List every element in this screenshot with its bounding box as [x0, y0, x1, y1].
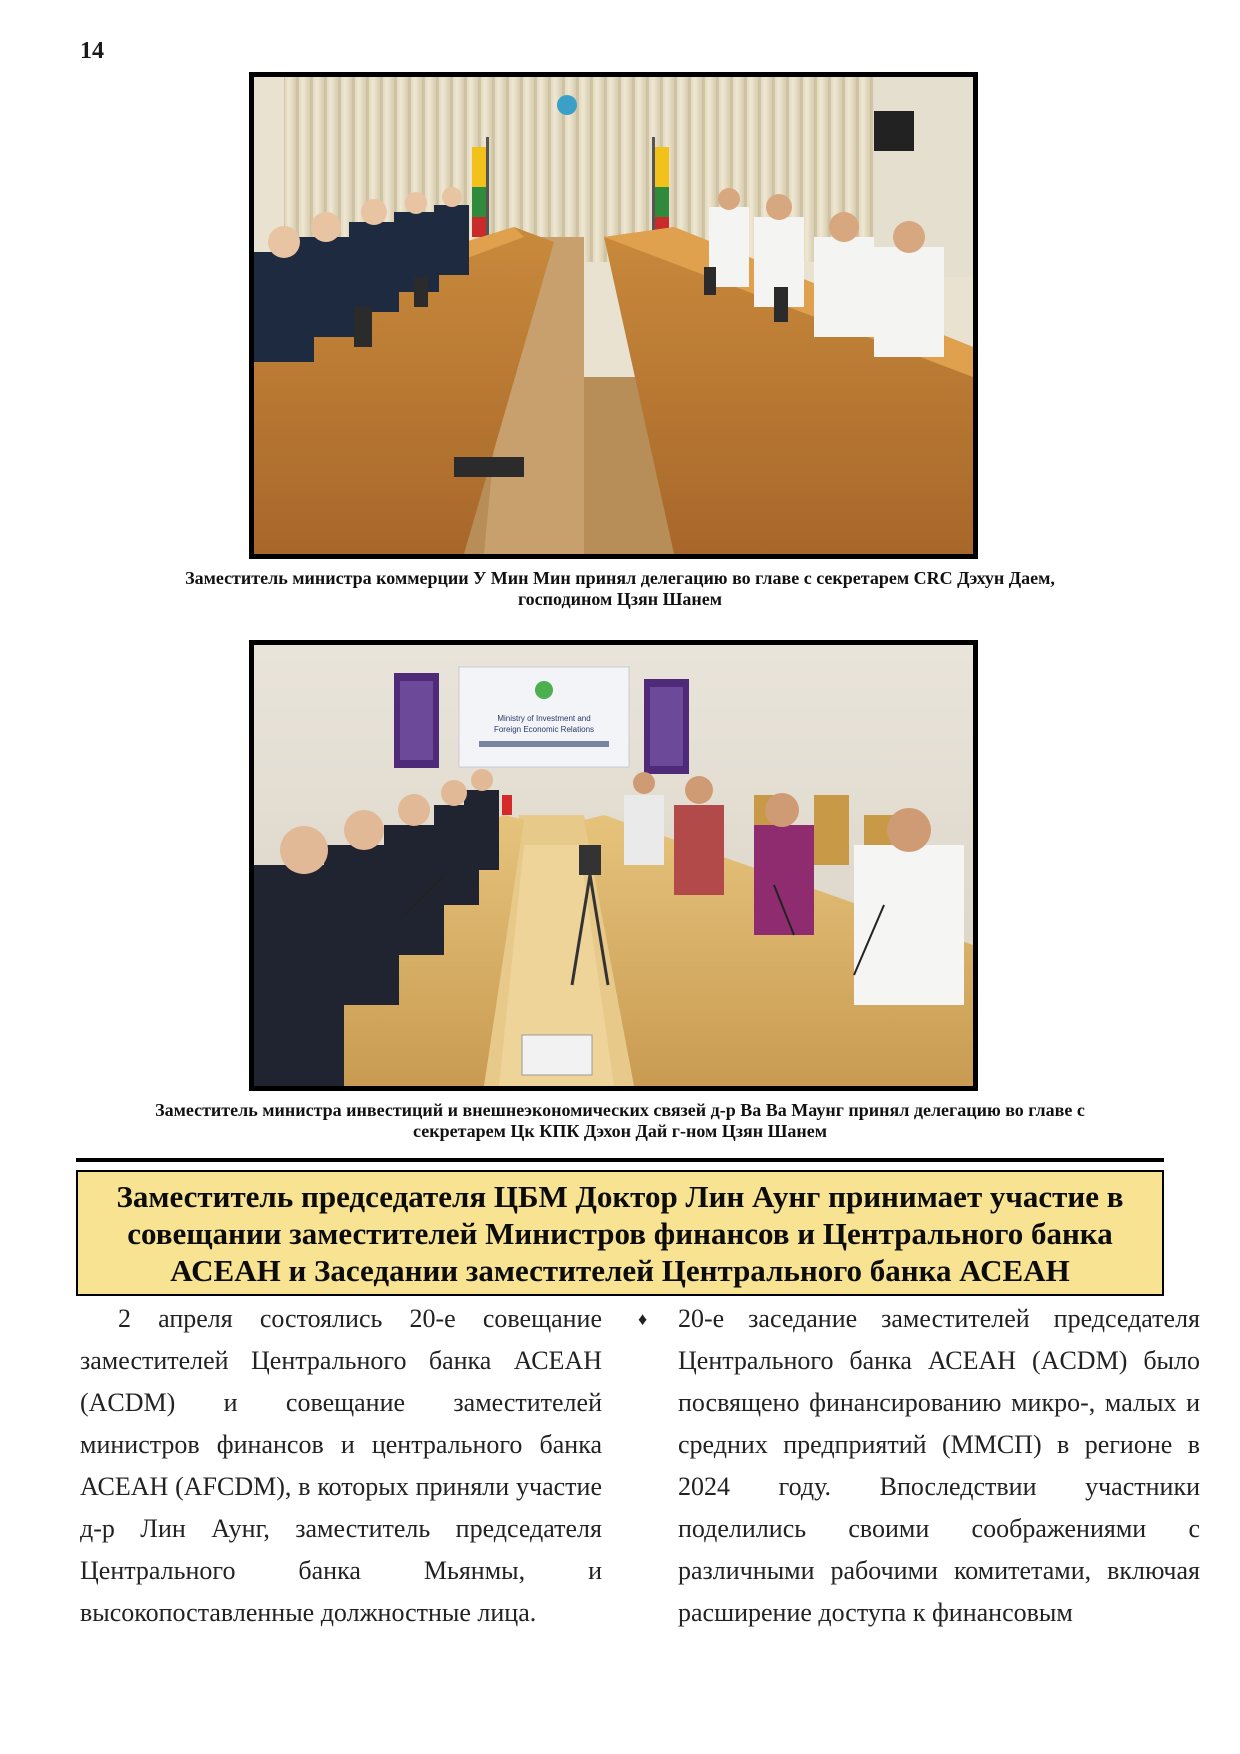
photo-investment-meeting-image: [254, 645, 973, 1086]
article-headline: Заместитель председателя ЦБМ Доктор Лин Аунг принимает участие в совещании заместителей Министров финансов и Центрального банка АСЕАН и Заседании заместителей Центрального банка АСЕАН: [116, 1178, 1124, 1288]
photo-commerce-meeting: [249, 72, 978, 559]
photo-2-caption: Заместитель министра инвестиций и внешнеэкономических связей д-р Ва Ва Маунг принял делегацию во главе с секретарем Цк КПК Дэхон Дай г-ном Цзян Шанем: [155, 1100, 1085, 1141]
headline-box: [76, 1170, 1164, 1296]
screen-text-line-2: Foreign Economic Relations: [493, 725, 595, 734]
photo-investment-meeting: [249, 640, 978, 1091]
left-paragraph: 2 апреля состоялись 20-е совещание заместителей Центрального банка АСЕАН (ACDM) и совещание заместителей министров финансов и центрального банка АСЕАН (AFCDM), в которых приняли участие д-р Лин Аунг, заместитель председателя Центрального банка Мьянмы, и высокопоставленные должностные лица.: [80, 1304, 602, 1627]
section-divider: [76, 1158, 1164, 1162]
screen-text-line-1: Ministry of Investment and: [497, 714, 591, 723]
right-paragraph: 20-е заседание заместителей председателя Центрального банка АСЕАН (ACDM) было посвящено финансированию микро-, малых и средних предприятий (ММСП) в регионе в 2024 году. Впоследствии участники поделились своими соображениями с различными рабочими комитетами, включая расширение доступа к финансовым: [678, 1304, 1200, 1627]
photo-commerce-meeting-image: [254, 77, 973, 554]
page-number: 14: [80, 38, 104, 64]
article-column-right: [678, 1298, 1200, 1634]
article-column-left: [80, 1298, 602, 1634]
photo-1-caption: Заместитель министра коммерции У Мин Мин принял делегацию во главе с секретарем CRC Дэхун Даем, господином Цзян Шанем: [185, 568, 1055, 609]
diamond-bullet-icon: ♦: [638, 1309, 648, 1329]
